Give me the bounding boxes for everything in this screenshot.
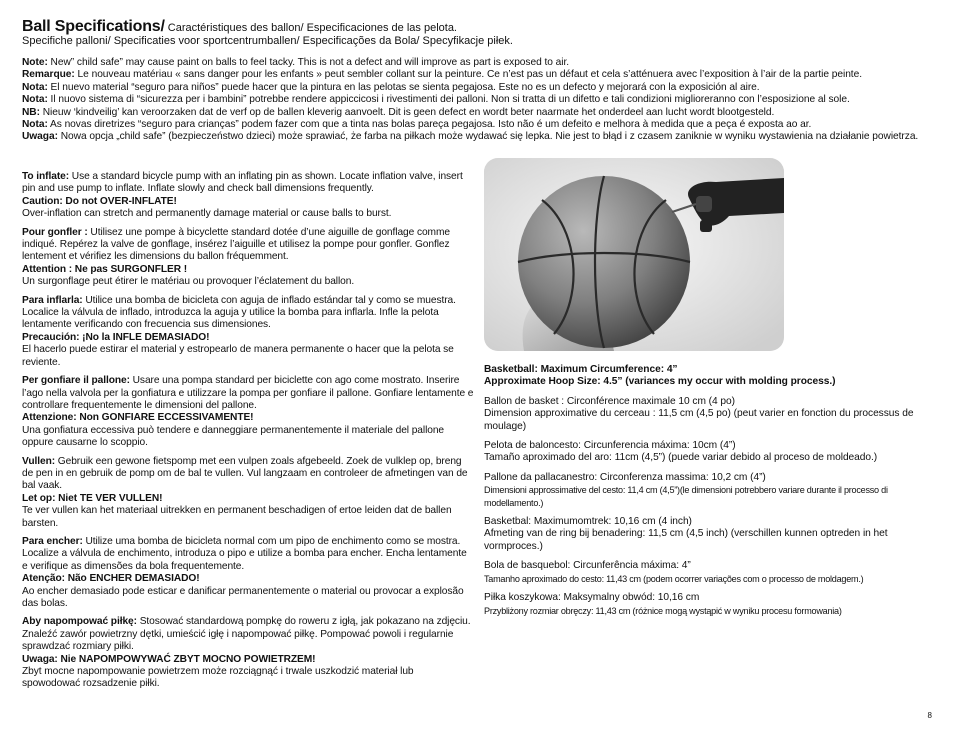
page-title [22, 20, 932, 48]
caution-label: Let op: Niet TE VER VULLEN! [22, 492, 163, 504]
instruction-block [22, 227, 474, 289]
instruction-label: Pour gonfler : [22, 226, 88, 238]
caution-line [22, 412, 474, 424]
page-number: 8 [927, 711, 932, 720]
note-text: Le nouveau matériau « sans danger pour les enfants » peut sembler collant sur la peinture. Ce n’est pas un défaut et cela s’atténuera avec l’exposition à l’air de la partie peinte. [74, 69, 862, 81]
caution-line [22, 196, 474, 208]
instruction-label: Para encher: [22, 535, 83, 547]
caution-label: Attention : Ne pas SURGONFLER ! [22, 263, 188, 275]
instruction-text [22, 295, 474, 332]
caution-text: Te ver vullen kan het materiaal uitrekken en permanent beschadigen of ertoe leiden dat de ballen barsten. [22, 505, 452, 529]
spec-circumference: Pelota de baloncesto: Circunferencia máxima: 10cm (4”) [484, 440, 736, 452]
caution-label: Precaución: ¡No la INFLE DEMASIADO! [22, 331, 210, 343]
instruction-body: Utilize uma bomba de bicicleta normal com um pipo de enchimento como se mostra. Localize a válvula de enchimento, introduza o pipo e utilize a bomba para encher. Encha lentamente e verifique as dimensões da bola frequentemente. [22, 535, 467, 572]
instruction-block [22, 456, 474, 530]
caution-line [22, 332, 474, 344]
note-label: NB: [22, 106, 40, 118]
caution-line [22, 654, 474, 666]
caution-text: Un surgonflage peut étirer le matériau ou provoquer l’éclatement du ballon. [22, 276, 355, 288]
instruction-block [22, 375, 474, 449]
note-text: El nuevo material “seguro para niños” puede hacer que la pintura en las pelotas se sienta pegajosa. Este no es un defecto y mejorará con la exposición al aire. [47, 81, 760, 93]
instruction-block [22, 171, 474, 221]
caution-label: Attenzione: Non GONFIARE ECCESSIVAMENTE! [22, 412, 254, 424]
spec-hoop-size: Dimensioni approssimative del cesto: 11,4 cm (4,5”)(le dimensioni potrebbero variare durante il processo di modellamento.) [484, 485, 888, 508]
instruction-label: Para inflarla: [22, 294, 83, 306]
instruction-body: Utilisez une pompe à bicyclette standard dotée d’une aiguille de gonflage comme indiqué. Repérez la valve de gonflage, insérez l’aiguille et utilisez la pompe pour gonfler. Gonflez lentement et vérifiez les dimensions du ballon fréquemment. [22, 226, 450, 263]
spec-item [484, 592, 924, 617]
spec-hoop-size: Tamaño aproximado del aro: 11cm (4,5”) (puede variar debido al proceso de moldeado.) [484, 452, 878, 464]
caution-label: Caution: Do not OVER-INFLATE! [22, 195, 177, 207]
inflation-instructions [22, 171, 474, 697]
note-text: Nowa opcja „child safe” (bezpieczeństwo dzieci) może sprawiać, że farba na piłkach może wydawać się lepka. Nie jest to błąd i z czasem zaniknie w wyniku wystawienia na działanie powietrza. [57, 131, 919, 143]
note-line [22, 69, 937, 81]
note-line [22, 119, 937, 131]
note-line [22, 107, 937, 119]
instruction-body: Usare una pompa standard per biciclette con ago come mostrato. Inserire l’ago nella valvola per la gonfiatura e utilizzare la pompa per gonfiare il pallone. Gonfiare lentamente e controllare frequentemente le dimensioni del pallone. [22, 375, 474, 411]
note-label: Note: [22, 57, 48, 68]
note-line [22, 94, 937, 106]
note-label: Nota: [22, 81, 48, 93]
caution-label: Atenção: Não ENCHER DEMASIADO! [22, 573, 200, 585]
spec-hoop-size: Dimension approximative du cerceau : 11,5 cm (4,5 po) (peut varier en fonction du processus de moulage) [484, 408, 914, 432]
note-text: As novas diretrizes “seguro para crianças” podem fazer com que a tinta nas bolas pareça pegajosa. Isto não é um defeito e melhora à medida que a peça é exposta ao ar. [47, 119, 812, 131]
note-text: New” child safe” may cause paint on balls to feel tacky. This is not a defect and will improve as part is exposed to air. [47, 57, 570, 68]
caution-text: Zbyt mocne napompowanie powietrzem może rozciągnąć i trwale uszkodzić materiał lub spowodować rozsadzenie piłki. [22, 666, 414, 690]
spec-item [484, 560, 924, 585]
note-label: Remarque: [22, 69, 75, 81]
spec-hoop-size: Przybliżony rozmiar obręczy: 11,43 cm (różnice mogą wystąpić w wyniku procesu formowania) [484, 605, 842, 616]
caution-text: Over-inflation can stretch and permanently damage material or cause balls to burst. [22, 208, 392, 220]
caution-line [22, 493, 474, 505]
spec-circumference: Basketbal: Maximumomtrek: 10,16 cm (4 inch) [484, 516, 692, 528]
note-line [22, 82, 937, 94]
spec-circumference: Bola de basquebol: Circunferência máxima: 4” [484, 560, 691, 572]
spec-item [484, 516, 924, 553]
spec-item [484, 440, 924, 465]
instruction-block [22, 295, 474, 369]
spec-item [484, 396, 924, 433]
spec-heading [484, 364, 924, 389]
instruction-text [22, 456, 474, 493]
instruction-text [22, 171, 474, 196]
instruction-body: Stosować standardową pompkę do roweru z igłą, jak pokazano na zdjęciu. Znaleźć zawór powietrzny dętki, umieścić igłę i napompować piłkę. Pompować powoli i regularnie sprawdzać rozmiary piłki. [22, 616, 471, 653]
instruction-text [22, 227, 474, 264]
note-label: Nota: [22, 94, 48, 106]
spec-circumference: Ballon de basket : Circonférence maximale 10 cm (4 po) [484, 395, 735, 407]
instruction-label: Vullen: [22, 455, 56, 467]
basketball-inflation-photo [484, 158, 784, 351]
instruction-label: To inflate: [22, 171, 70, 182]
notes-section [22, 57, 937, 144]
spec-circumference: Piłka koszykowa: Maksymalny obwód: 10,16 cm [484, 592, 700, 604]
instruction-block [22, 536, 474, 610]
spec-hoop-size: Afmeting van de ring bij benadering: 11,5 cm (4,5 inch) (verschillen kunnen optreden in het vormproces.) [484, 528, 888, 552]
caution-line [22, 264, 474, 276]
caution-text: El hacerlo puede estirar el material y estropearlo de manera permanente o hacer que la pelota se reviente. [22, 344, 454, 368]
instruction-label: Aby napompować piłkę: [22, 616, 137, 628]
spec-item [484, 472, 924, 509]
spec-hoop-size: Tamanho aproximado do cesto: 11,43 cm (podem ocorrer variações com o processo de moldagem.) [484, 573, 864, 584]
instruction-text [22, 616, 474, 653]
note-line [22, 131, 937, 143]
caution-line [22, 573, 474, 585]
instruction-body: Gebruik een gewone fietspomp met een vulpen zoals afgebeeld. Zoek de vulklep op, breng de pen in en gebruik de pomp om de bal te vullen. Vul langzaam en controleer de afmetingen van de bal vaak. [22, 455, 468, 492]
instruction-body: Use a standard bicycle pump with an inflating pin as shown. Locate inflation valve, insert pin and use pump to inflate. Inflate slowly and check ball dimensions frequently. [22, 171, 463, 195]
note-label: Uwaga: [22, 131, 58, 143]
note-label: Nota: [22, 119, 48, 131]
spec-heading-line-1: Basketball: Maximum Circumference: 4” [484, 364, 678, 375]
caution-label: Uwaga: Nie NAPOMPOWYWAĆ ZBYT MOCNO POWIETRZEM! [22, 653, 316, 665]
title-rest-1: Caractéristiques des ballon/ Especificaciones de las pelota. [164, 22, 457, 34]
instruction-text [22, 375, 474, 412]
basketball-pump-illustration [484, 158, 784, 351]
note-line [22, 57, 937, 69]
instruction-block [22, 616, 474, 690]
instruction-label: Per gonfiare il pallone: [22, 375, 130, 387]
spec-heading-line-2: Approximate Hoop Size: 4.5” (variances my occur with molding process.) [484, 376, 836, 388]
title-rest-2: Specifiche palloni/ Specificaties voor sportcentrumballen/ Especificações da Bola/ Specyfikacje piłek. [22, 35, 513, 47]
instruction-text [22, 536, 474, 573]
ball-specifications [484, 364, 924, 624]
instruction-body: Utilice una bomba de bicicleta con aguja de inflado estándar tal y como se muestra. Localice la válvula de inflado, introduzca la aguja y utilice la bomba para inflarla. Infle la pelota lentamente verificando con frecuencia sus dimensiones. [22, 294, 456, 331]
spec-circumference: Pallone da pallacanestro: Circonferenza massima: 10,2 cm (4”) [484, 471, 766, 483]
note-text: Il nuovo sistema di “sicurezza per i bambini” potrebbe rendere appiccicosi i rivestimenti dei palloni. Non si tratta di un difetto e tali condizioni miglioreranno con l’esposizione al sole. [47, 94, 850, 106]
caution-text: Una gonfiatura eccessiva può tendere e danneggiare permanentemente il materiale del pallone oppure causarne lo scoppio. [22, 424, 445, 449]
title-main: Ball Specifications/ [22, 18, 165, 35]
note-text: Nieuw ‘kindveilig’ kan veroorzaken dat de verf op de ballen kleverig aanvoelt. Dit is geen defect en wordt beter naarmate het onderdeel aan lucht wordt blootgesteld. [39, 106, 775, 118]
caution-text: Ao encher demasiado pode esticar e danificar permanentemente o material ou provocar a explosão das bolas. [22, 585, 464, 609]
